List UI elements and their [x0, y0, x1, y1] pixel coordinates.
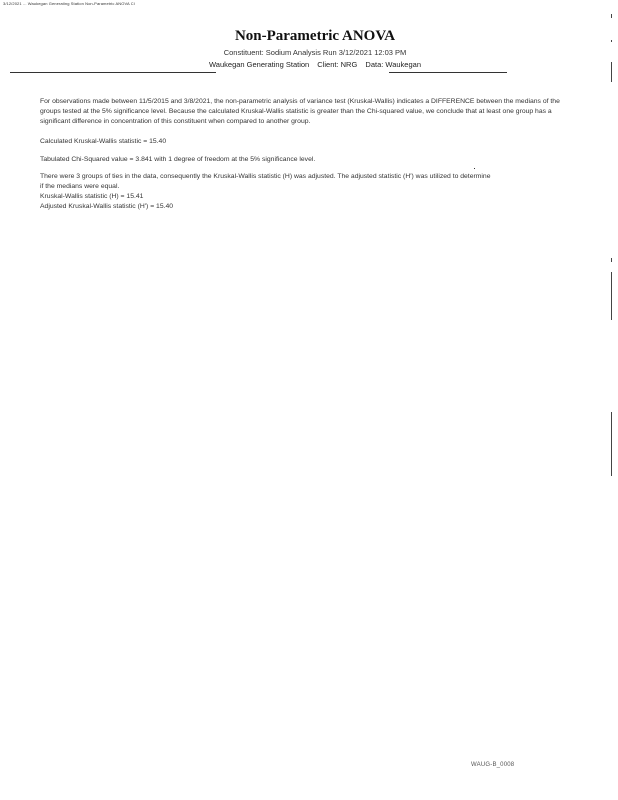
- calculated-statistic: Calculated Kruskal-Wallis statistic = 15.40: [40, 138, 167, 145]
- header-divider-right: [389, 72, 507, 73]
- scan-mark: [611, 62, 612, 82]
- ties-note-line: There were 3 groups of ties in the data, consequently the Kruskal-Wallis statistic (H) was adjusted. The adjusted statistic (H') was utilized to determine: [40, 173, 491, 180]
- kruskal-wallis-statistic: Kruskal-Wallis statistic (H) = 15.41: [40, 193, 144, 200]
- page-header-tag: 3/12/2021 ... Waukegan Generating Station Non-Parametric ANOVA Cl: [3, 1, 135, 6]
- tabulated-chi-squared: Tabulated Chi-Squared value = 3.841 with 1 degree of freedom at the 5% significance level.: [40, 156, 316, 163]
- footer-document-code: WAUG-B_0008: [471, 762, 515, 768]
- scan-mark: [611, 412, 612, 476]
- adjusted-kruskal-wallis-statistic: Adjusted Kruskal-Wallis statistic (H') = 15.40: [40, 203, 174, 210]
- result-paragraph: For observations made between 11/5/2015 and 3/8/2021, the non-parametric analysis of variance test (Kruskal-Wallis) indicates a DIFFERENCE between the medians of the groups tested at the 5% significance level. Because the calculated Kruskal-Wallis statistic is greater than the Chi-squared value, we conclude that at least one group has a significant difference in concentration of this constituent when compared to another group.: [40, 98, 560, 125]
- scan-speck: [474, 168, 475, 169]
- ties-adjustment-block: [40, 172, 560, 212]
- client-name: Client: NRG: [317, 60, 358, 69]
- data-name-label: Data: Waukegan: [365, 60, 421, 69]
- scan-mark: [611, 258, 612, 262]
- scan-mark: [611, 272, 612, 320]
- page-title: Non-Parametric ANOVA: [234, 28, 396, 44]
- ties-note-line-continued: if the medians were equal.: [40, 183, 120, 190]
- page-subtitle: Constituent: Sodium Analysis Run 3/12/2021 12:03 PM: [223, 48, 407, 57]
- site-name: Waukegan Generating Station: [209, 60, 310, 69]
- scan-mark: [611, 40, 612, 42]
- info-row: [0, 60, 618, 69]
- scan-mark: [611, 14, 612, 18]
- header-divider-left: [10, 72, 216, 73]
